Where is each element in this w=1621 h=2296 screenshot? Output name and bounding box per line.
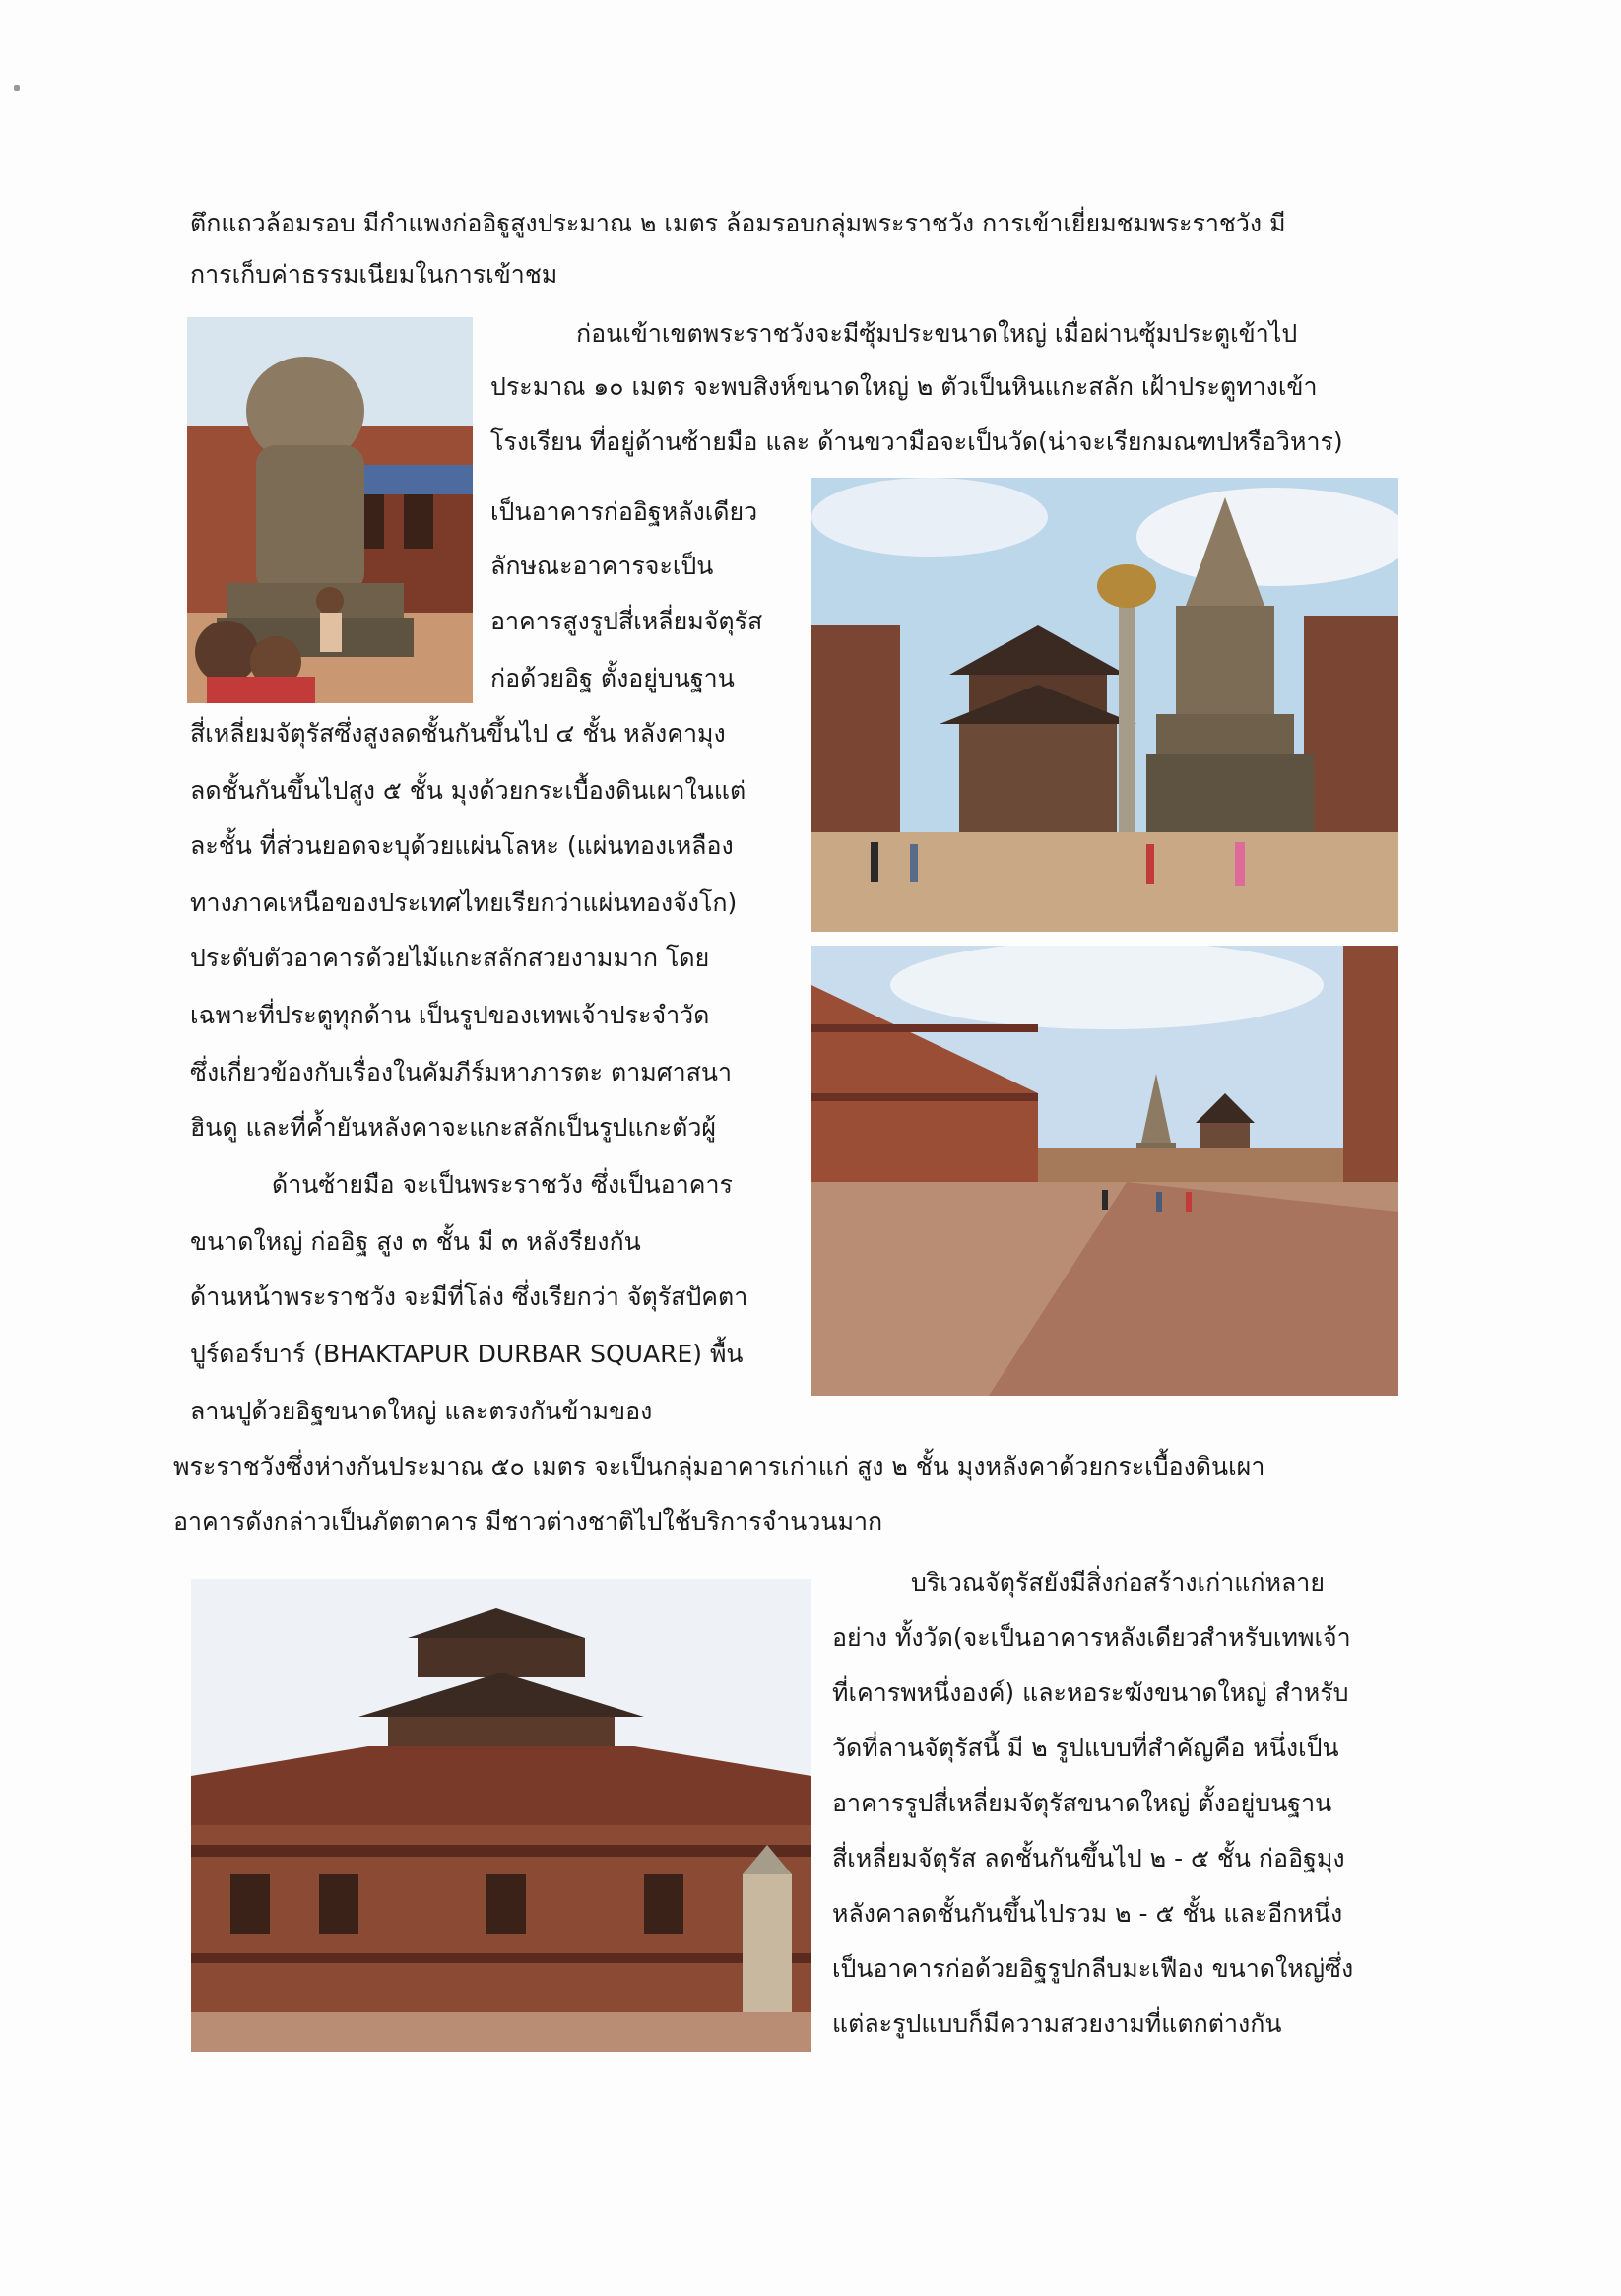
text-line: เป็นอาคารก่ออิฐหลังเดียว (490, 497, 758, 526)
photo-temple-square (811, 478, 1398, 932)
text-line: สี่เหลี่ยมจัตุรัสซึ่งสูงลดชั้นกันขึ้นไป ๔ ชั้น หลังคามุง (190, 719, 726, 748)
scan-speck (14, 85, 20, 91)
text-line: ตึกแถวล้อมรอบ มีกำแพงก่ออิฐูสูงประมาณ ๒ เมตร ล้อมรอบกลุ่มพระราชวัง การเข้าเยี่ยมชมพระราชวัง มี (190, 209, 1286, 237)
text-line: ด้านหน้าพระราชวัง จะมีที่โล่ง ซึ่งเรียกว่า จัตุรัสปัคตา (190, 1282, 748, 1311)
text-line: ประมาณ ๑๐ เมตร จะพบสิงห์ขนาดใหญ่ ๒ ตัวเป็นหินแกะสลัก เฝ้าประตูทางเข้า (490, 372, 1318, 401)
text-line: ด้านซ้ายมือ จะเป็นพระราชวัง ซึ่งเป็นอาคาร (272, 1170, 733, 1199)
text-line: ก่อนเข้าเขตพระราชวังจะมีซุ้มประขนาดใหญ่ เมื่อผ่านซุ้มประตูเข้าไป (576, 319, 1298, 348)
text-line: การเก็บค่าธรรมเนียมในการเข้าชม (190, 260, 558, 289)
text-line: อาคารดังกล่าวเป็นภัตตาคาร มีชาวต่างชาติไปใช้บริการจำนวนมาก (173, 1507, 883, 1536)
text-line: โรงเรียน ที่อยู่ด้านซ้ายมือ และ ด้านขวามือจะเป็นวัด(น่าจะเรียกมณฑปหรือวิหาร) (490, 427, 1343, 456)
text-line: ลดชั้นกันขึ้นไปสูง ๕ ชั้น มุงด้วยกระเบื้องดินเผาในแต่ (190, 776, 746, 805)
text-line: ที่เคารพหนึ่งองค์) และหอระฆังขนาดใหญ่ สำหรับ (832, 1678, 1349, 1707)
text-line: ทางภาคเหนือของประเทศไทยเรียกว่าแผ่นทองจังโก) (190, 888, 738, 917)
text-line: อาคารสูงรูปสี่เหลี่ยมจัตุรัส (490, 607, 763, 635)
text-line: ประดับตัวอาคารด้วยไม้แกะสลักสวยงามมาก โดย (190, 944, 710, 972)
text-line: เป็นอาคารก่อด้วยอิฐรูปกลีบมะเฟือง ขนาดใหญ่ซึ่ง (832, 1954, 1354, 1983)
text-line: ก่อด้วยอิฐ ตั้งอยู่บนฐาน (490, 664, 735, 692)
text-line: ซึ่งเกี่ยวข้องกับเรื่องในคัมภีร์มหาภารตะ ตามศาสนา (190, 1058, 733, 1086)
text-line: ละชั้น ที่ส่วนยอดจะบุด้วยแผ่นโลหะ (แผ่นทองเหลือง (190, 831, 734, 860)
text-line: แต่ละรูปแบบก็มีความสวยงามที่แตกต่างกัน (832, 2009, 1282, 2038)
photo-pagoda-temple (191, 1579, 811, 2052)
photo-durbar-plaza (811, 946, 1398, 1396)
text-line: ขนาดใหญ่ ก่ออิฐ สูง ๓ ชั้น มี ๓ หลังรียงกัน (190, 1227, 641, 1256)
text-line: หลังคาลดชั้นกันขึ้นไปรวม ๒ - ๕ ชั้น และอีกหนึ่ง (832, 1899, 1343, 1928)
text-line: เฉพาะที่ประตูทุกด้าน เป็นรูปของเทพเจ้าประจำวัด (190, 1001, 710, 1029)
text-line: ลานปูด้วยอิฐขนาดใหญ่ และตรงกันข้ามของ (190, 1397, 653, 1425)
text-line: บริเวณจัตุรัสยังมีสิ่งก่อสร้างเก่าแก่หลาย (911, 1568, 1325, 1597)
text-line: วัดที่ลานจัตุรัสนี้ มี ๒ รูปแบบที่สำคัญคือ หนึ่งเป็น (832, 1734, 1339, 1762)
text-line: พระราชวังซึ่งห่างกันประมาณ ๕๐ เมตร จะเป็นกลุ่มอาคารเก่าแก่ สูง ๒ ชั้น มุงหลังคาด้วยกระเบื้องดินเผา (173, 1452, 1265, 1480)
text-line: ฮินดู และที่ค้ำยันหลังคาจะแกะสลักเป็นรูปแกะตัวผู้ (190, 1113, 717, 1142)
text-line: ลักษณะอาคารจะเป็น (490, 552, 714, 580)
text-line: อย่าง ทั้งวัด(จะเป็นอาคารหลังเดียวสำหรับเทพเจ้า (832, 1623, 1351, 1652)
photo-stone-lion (187, 317, 473, 703)
text-line: อาคารรูปสี่เหลี่ยมจัตุรัสขนาดใหญ่ ตั้งอยู่บนฐาน (832, 1789, 1332, 1817)
text-line: สี่เหลี่ยมจัตุรัส ลดชั้นกันขึ้นไป ๒ - ๕ ชั้น ก่ออิฐมุง (832, 1844, 1345, 1872)
text-line: ปูร์ดอร์บาร์ (BHAKTAPUR DURBAR SQUARE) พื้น (190, 1340, 744, 1368)
